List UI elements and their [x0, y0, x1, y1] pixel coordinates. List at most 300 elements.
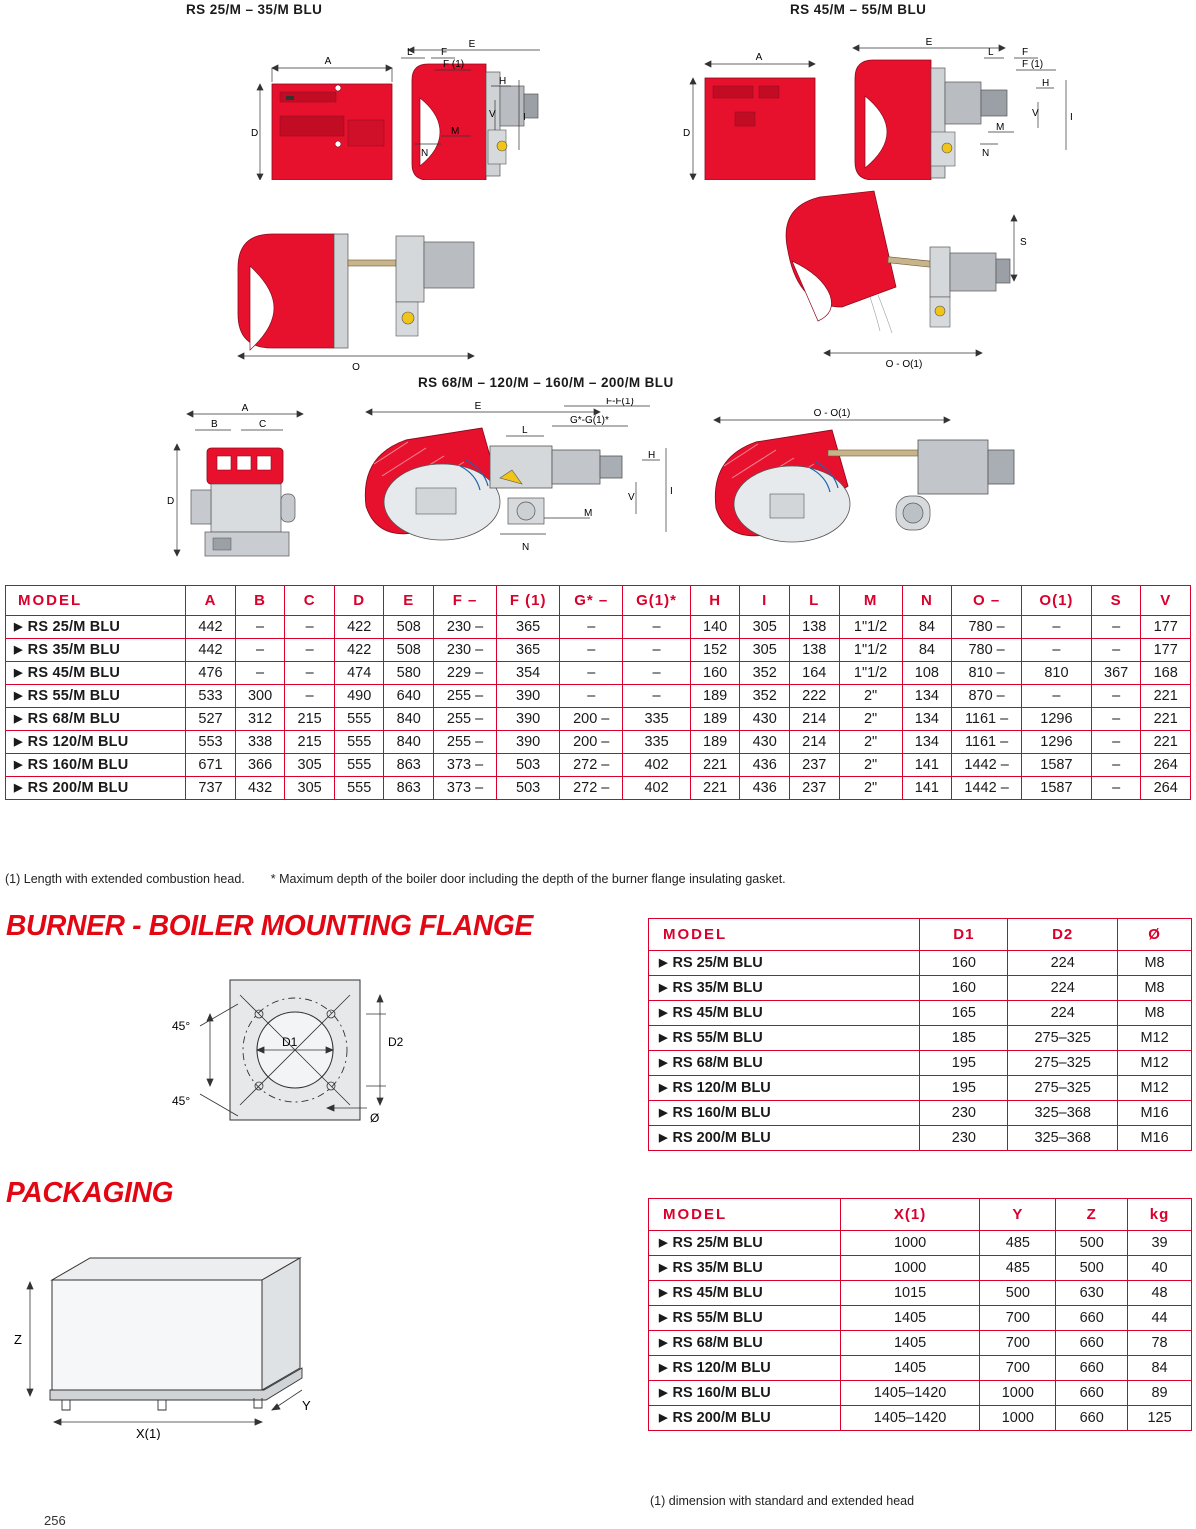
dimensions-value-cell: 840 [384, 731, 434, 754]
triangle-bullet-icon: ▶ [659, 1287, 668, 1299]
svg-text:F (1): F (1) [443, 59, 465, 70]
flange-d1-label: D1 [282, 1035, 298, 1049]
col-b: B [235, 586, 285, 616]
flange-col-dia: Ø [1118, 919, 1192, 951]
dimensions-value-cell: 490 [334, 685, 384, 708]
flange-value-cell: 325–368 [1008, 1126, 1118, 1151]
packaging-model-cell[interactable] [649, 1331, 841, 1356]
flange-value-cell: M8 [1118, 951, 1192, 976]
dimensions-value-cell: – [1091, 639, 1141, 662]
packaging-value-cell: 1405–1420 [840, 1381, 980, 1406]
dimensions-value-cell: 402 [623, 754, 691, 777]
dimensions-value-cell: 305 [285, 777, 335, 800]
flange-col-model: MODEL [649, 919, 920, 951]
dimensions-value-cell: 221 [690, 777, 740, 800]
dimensions-value-cell: 640 [384, 685, 434, 708]
flange-model-cell[interactable] [649, 951, 920, 976]
model-label: RS 55/M BLU [672, 1030, 763, 1046]
dimensions-value-cell: 436 [740, 777, 790, 800]
dimensions-model-cell[interactable] [6, 685, 186, 708]
dimensions-value-cell: 476 [186, 662, 236, 685]
dimensions-value-cell: 221 [1141, 731, 1191, 754]
packaging-z-label: Z [14, 1332, 22, 1347]
model-label: RS 45/M BLU [672, 1285, 763, 1301]
dimensions-value-cell: 2" [839, 754, 902, 777]
packaging-model-cell[interactable] [649, 1406, 841, 1431]
dimensions-value-cell: 134 [902, 731, 952, 754]
dimensions-value-cell: 474 [334, 662, 384, 685]
svg-text:F: F [1022, 47, 1029, 58]
flange-angle-bottom-label: 45° [172, 1094, 191, 1108]
model-label: RS 35/M BLU [672, 1260, 763, 1276]
dimensions-value-cell: 152 [690, 639, 740, 662]
dimensions-value-cell: 780 – [952, 639, 1022, 662]
dimensions-value-cell: 160 [690, 662, 740, 685]
packaging-col-model: MODEL [649, 1199, 841, 1231]
dimensions-value-cell: 402 [623, 777, 691, 800]
dimensions-value-cell: 737 [186, 777, 236, 800]
dimensions-value-cell: – [623, 685, 691, 708]
packaging-value-cell: 660 [1056, 1406, 1128, 1431]
dimensions-value-cell: 365 [497, 616, 560, 639]
model-label: RS 200/M BLU [672, 1130, 771, 1146]
flange-model-cell[interactable] [649, 1076, 920, 1101]
model-label: RS 120/M BLU [672, 1080, 771, 1096]
flange-model-cell[interactable] [649, 976, 920, 1001]
dimensions-value-cell: – [1022, 616, 1092, 639]
packaging-value-cell: 48 [1128, 1281, 1192, 1306]
dimensions-value-cell: 140 [690, 616, 740, 639]
drawing-rs25-35-top-view [230, 190, 550, 375]
dimensions-value-cell: – [1022, 685, 1092, 708]
dimensions-value-cell: – [623, 639, 691, 662]
flange-value-cell: M8 [1118, 1001, 1192, 1026]
dimensions-value-cell: 1"1/2 [839, 616, 902, 639]
dimensions-value-cell: 134 [902, 708, 952, 731]
svg-text:V: V [489, 109, 496, 120]
svg-text:L: L [522, 425, 528, 436]
svg-text:O - O(1): O - O(1) [885, 359, 923, 370]
flange-dia-label: Ø [370, 1111, 380, 1125]
flange-value-cell: M12 [1118, 1051, 1192, 1076]
dimensions-model-cell[interactable] [6, 708, 186, 731]
packaging-value-cell: 125 [1128, 1406, 1192, 1431]
dimensions-value-cell: 177 [1141, 616, 1191, 639]
svg-text:I: I [523, 112, 526, 123]
svg-text:E: E [468, 39, 476, 50]
flange-value-cell: 275–325 [1008, 1026, 1118, 1051]
flange-value-cell: 185 [920, 1026, 1008, 1051]
packaging-col-x: X(1) [840, 1199, 980, 1231]
svg-text:I: I [670, 486, 673, 497]
packaging-value-cell: 1000 [980, 1381, 1056, 1406]
packaging-model-cell[interactable] [649, 1356, 841, 1381]
packaging-value-cell: 485 [980, 1256, 1056, 1281]
dimensions-value-cell: 335 [623, 708, 691, 731]
model-label: RS 200/M BLU [27, 780, 129, 796]
col-g: G* – [560, 586, 623, 616]
packaging-value-cell: 78 [1128, 1331, 1192, 1356]
model-label: RS 160/M BLU [672, 1385, 771, 1401]
dimensions-value-cell: 436 [740, 754, 790, 777]
svg-text:I: I [1070, 112, 1073, 123]
model-label: RS 120/M BLU [672, 1360, 771, 1376]
col-f1: F (1) [497, 586, 560, 616]
svg-text:A: A [755, 52, 763, 63]
packaging-model-cell[interactable] [649, 1256, 841, 1281]
table-row [649, 1306, 1192, 1331]
dimensions-value-cell: 108 [902, 662, 952, 685]
drawing-title-top-left: RS 25/M – 35/M BLU [186, 2, 323, 17]
col-e: E [384, 586, 434, 616]
dimensions-value-cell: 1161 – [952, 708, 1022, 731]
dimensions-value-cell: 840 [384, 708, 434, 731]
dimensions-value-cell: 422 [334, 616, 384, 639]
dimensions-value-cell: 1161 – [952, 731, 1022, 754]
dimensions-value-cell: 555 [334, 777, 384, 800]
packaging-value-cell: 1000 [840, 1256, 980, 1281]
dimensions-value-cell: – [235, 662, 285, 685]
flange-value-cell: 224 [1008, 1001, 1118, 1026]
flange-model-cell[interactable] [649, 1051, 920, 1076]
table-row [6, 731, 1191, 754]
packaging-table-header-row [649, 1199, 1192, 1231]
col-s: S [1091, 586, 1141, 616]
packaging-value-cell: 500 [1056, 1231, 1128, 1256]
dimensions-value-cell: 305 [740, 639, 790, 662]
dimensions-value-cell: 141 [902, 754, 952, 777]
dimensions-value-cell: 442 [186, 616, 236, 639]
packaging-value-cell: 660 [1056, 1306, 1128, 1331]
model-label: RS 25/M BLU [672, 955, 763, 971]
dimensions-value-cell: 365 [497, 639, 560, 662]
dimensions-value-cell: 214 [789, 731, 839, 754]
dimensions-value-cell: 264 [1141, 754, 1191, 777]
packaging-y-label: Y [302, 1398, 311, 1413]
triangle-bullet-icon: ▶ [659, 1057, 668, 1069]
dimensions-model-cell[interactable] [6, 754, 186, 777]
dimensions-value-cell: 1442 – [952, 754, 1022, 777]
triangle-bullet-icon: ▶ [659, 1387, 668, 1399]
dimensions-value-cell: 352 [740, 685, 790, 708]
packaging-model-cell[interactable] [649, 1381, 841, 1406]
table-row [649, 1126, 1192, 1151]
svg-text:M: M [584, 508, 593, 519]
drawing-rs68-200-top [700, 398, 1040, 578]
flange-value-cell: M16 [1118, 1101, 1192, 1126]
dimensions-value-cell: 221 [690, 754, 740, 777]
packaging-value-cell: 660 [1056, 1356, 1128, 1381]
packaging-col-z: Z [1056, 1199, 1128, 1231]
packaging-section-title: PACKAGING [6, 1177, 174, 1209]
dimensions-value-cell: 810 [1022, 662, 1092, 685]
model-label: RS 68/M BLU [672, 1055, 763, 1071]
table-row [649, 1331, 1192, 1356]
dimensions-value-cell: 870 – [952, 685, 1022, 708]
svg-text:M: M [451, 126, 460, 137]
dimensions-model-cell[interactable] [6, 616, 186, 639]
model-label: RS 160/M BLU [27, 757, 129, 773]
dimensions-value-cell: 2" [839, 731, 902, 754]
dimensions-value-cell: 367 [1091, 662, 1141, 685]
dimensions-value-cell: 1587 [1022, 777, 1092, 800]
dimensions-value-cell: 352 [740, 662, 790, 685]
dimensions-value-cell: 215 [285, 708, 335, 731]
dimensions-model-cell[interactable] [6, 731, 186, 754]
dimensions-value-cell: 214 [789, 708, 839, 731]
dimensions-value-cell: 555 [334, 708, 384, 731]
dimensions-model-cell[interactable] [6, 662, 186, 685]
dimensions-value-cell: – [285, 639, 335, 662]
dimensions-value-cell: 222 [789, 685, 839, 708]
packaging-table [648, 1198, 1192, 1431]
dimensions-value-cell: 555 [334, 754, 384, 777]
svg-text:H: H [499, 76, 507, 87]
footnote-2: * Maximum depth of the boiler door including the depth of the burner flange insulating gasket. [270, 872, 786, 886]
dimensions-value-cell: 390 [497, 685, 560, 708]
model-label: RS 68/M BLU [27, 711, 121, 727]
dimensions-value-cell: 430 [740, 731, 790, 754]
table-row [649, 1381, 1192, 1406]
triangle-bullet-icon: ▶ [659, 1262, 668, 1274]
dimensions-value-cell: 810 – [952, 662, 1022, 685]
packaging-col-kg: kg [1128, 1199, 1192, 1231]
dimensions-value-cell: 508 [384, 616, 434, 639]
table-row [649, 1001, 1192, 1026]
dimensions-value-cell: – [1022, 639, 1092, 662]
flange-model-cell[interactable] [649, 1026, 920, 1051]
model-label: RS 45/M BLU [27, 665, 121, 681]
table-row [6, 754, 1191, 777]
packaging-model-cell[interactable] [649, 1306, 841, 1331]
packaging-value-cell: 700 [980, 1306, 1056, 1331]
dimensions-value-cell: 1587 [1022, 754, 1092, 777]
triangle-bullet-icon: ▶ [659, 1312, 668, 1324]
dimensions-value-cell: 221 [1141, 685, 1191, 708]
table-header-row [6, 586, 1191, 616]
flange-value-cell: M12 [1118, 1076, 1192, 1101]
packaging-value-cell: 1405 [840, 1306, 980, 1331]
triangle-bullet-icon: ▶ [659, 982, 668, 994]
packaging-value-cell: 500 [980, 1281, 1056, 1306]
svg-text:D: D [167, 496, 175, 507]
table-row [649, 951, 1192, 976]
packaging-value-cell: 89 [1128, 1381, 1192, 1406]
dimensions-table [5, 585, 1191, 800]
dimensions-value-cell: 580 [384, 662, 434, 685]
dimensions-value-cell: 430 [740, 708, 790, 731]
dimensions-value-cell: 671 [186, 754, 236, 777]
model-label: RS 68/M BLU [672, 1335, 763, 1351]
col-model: MODEL [6, 586, 186, 616]
packaging-model-cell[interactable] [649, 1281, 841, 1306]
dimensions-value-cell: – [285, 616, 335, 639]
footnote-1: (1) Length with extended combustion head. [5, 872, 245, 886]
dimensions-value-cell: 164 [789, 662, 839, 685]
dimensions-value-cell: 134 [902, 685, 952, 708]
dimensions-value-cell: 863 [384, 754, 434, 777]
packaging-value-cell: 1405 [840, 1331, 980, 1356]
table-row [649, 1051, 1192, 1076]
dimensions-value-cell: – [623, 616, 691, 639]
col-g1: G(1)* [623, 586, 691, 616]
dimensions-value-cell: 138 [789, 639, 839, 662]
svg-text:O: O [352, 362, 360, 370]
dimensions-value-cell: 335 [623, 731, 691, 754]
dimensions-value-cell: 508 [384, 639, 434, 662]
dimensions-value-cell: – [1091, 754, 1141, 777]
dimensions-value-cell: 555 [334, 731, 384, 754]
packaging-model-cell[interactable] [649, 1231, 841, 1256]
flange-value-cell: 230 [920, 1126, 1008, 1151]
flange-model-cell[interactable] [649, 1101, 920, 1126]
triangle-bullet-icon: ▶ [659, 1032, 668, 1044]
flange-value-cell: 224 [1008, 951, 1118, 976]
col-c: C [285, 586, 335, 616]
dimensions-value-cell: 2" [839, 685, 902, 708]
dimensions-value-cell: 2" [839, 777, 902, 800]
dimensions-value-cell: 1296 [1022, 731, 1092, 754]
triangle-bullet-icon: ▶ [659, 1007, 668, 1019]
model-label: RS 25/M BLU [672, 1235, 763, 1251]
dimensions-value-cell: 237 [789, 754, 839, 777]
svg-text:V: V [628, 492, 635, 503]
table-row [649, 1076, 1192, 1101]
svg-text:H: H [1042, 78, 1050, 89]
col-v: V [1141, 586, 1191, 616]
dimensions-value-cell: 189 [690, 708, 740, 731]
dimensions-value-cell: 1"1/2 [839, 662, 902, 685]
dimensions-value-cell: – [1091, 777, 1141, 800]
flange-table-wrap [648, 918, 1192, 1151]
dimensions-value-cell: 442 [186, 639, 236, 662]
packaging-table-wrap [648, 1198, 1192, 1431]
flange-col-d1: D1 [920, 919, 1008, 951]
svg-text:G*-G(1)*: G*-G(1)* [570, 415, 609, 426]
dimensions-value-cell: 255 – [434, 731, 497, 754]
triangle-bullet-icon: ▶ [659, 1237, 668, 1249]
flange-value-cell: 160 [920, 951, 1008, 976]
dimensions-value-cell: 390 [497, 731, 560, 754]
triangle-bullet-icon: ▶ [659, 1082, 668, 1094]
dimensions-value-cell: 141 [902, 777, 952, 800]
table-row [6, 616, 1191, 639]
dimensions-value-cell: 2" [839, 708, 902, 731]
svg-text:D: D [251, 128, 259, 139]
packaging-value-cell: 630 [1056, 1281, 1128, 1306]
flange-table [648, 918, 1192, 1151]
triangle-bullet-icon: ▶ [659, 1132, 668, 1144]
triangle-bullet-icon: ▶ [659, 1412, 668, 1424]
table-row [649, 976, 1192, 1001]
dimensions-value-cell: 432 [235, 777, 285, 800]
dimensions-value-cell: 863 [384, 777, 434, 800]
flange-value-cell: 275–325 [1008, 1076, 1118, 1101]
flange-model-cell[interactable] [649, 1126, 920, 1151]
table-row [6, 662, 1191, 685]
packaging-value-cell: 485 [980, 1231, 1056, 1256]
dimensions-value-cell: 503 [497, 754, 560, 777]
flange-value-cell: M12 [1118, 1026, 1192, 1051]
svg-text:V: V [1032, 108, 1039, 119]
dimensions-value-cell: – [285, 662, 335, 685]
dimensions-value-cell: – [560, 616, 623, 639]
packaging-value-cell: 39 [1128, 1231, 1192, 1256]
dimensions-value-cell: 527 [186, 708, 236, 731]
packaging-col-y: Y [980, 1199, 1056, 1231]
dimensions-value-cell: 255 – [434, 708, 497, 731]
svg-text:H: H [648, 450, 656, 461]
svg-text:M: M [996, 122, 1005, 133]
packaging-value-cell: 1405–1420 [840, 1406, 980, 1431]
packaging-value-cell: 700 [980, 1356, 1056, 1381]
dimensions-value-cell: – [1091, 708, 1141, 731]
svg-text:F (1): F (1) [1022, 59, 1044, 70]
triangle-bullet-icon: ▶ [659, 1107, 668, 1119]
triangle-bullet-icon: ▶ [14, 736, 23, 748]
dimensions-model-cell[interactable] [6, 639, 186, 662]
flange-value-cell: 275–325 [1008, 1051, 1118, 1076]
dimensions-value-cell: 272 – [560, 754, 623, 777]
dimensions-value-cell: 84 [902, 639, 952, 662]
dimensions-value-cell: – [560, 639, 623, 662]
triangle-bullet-icon: ▶ [14, 690, 23, 702]
packaging-value-cell: 1000 [980, 1406, 1056, 1431]
dimensions-value-cell: 305 [740, 616, 790, 639]
flange-angle-top-label: 45° [172, 1019, 191, 1033]
svg-text:O - O(1): O - O(1) [813, 408, 851, 419]
flange-model-cell[interactable] [649, 1001, 920, 1026]
col-i: I [740, 586, 790, 616]
model-label: RS 35/M BLU [27, 642, 121, 658]
dimensions-value-cell: – [1091, 616, 1141, 639]
dimensions-value-cell: 338 [235, 731, 285, 754]
svg-text:C: C [259, 419, 267, 430]
triangle-bullet-icon: ▶ [14, 667, 23, 679]
dimensions-value-cell: – [285, 685, 335, 708]
dimensions-value-cell: 230 – [434, 639, 497, 662]
dimensions-value-cell: 373 – [434, 777, 497, 800]
dimensions-value-cell: – [623, 662, 691, 685]
dimensions-model-cell[interactable] [6, 777, 186, 800]
dimensions-value-cell: 300 [235, 685, 285, 708]
table-row [649, 1406, 1192, 1431]
flange-section-title: BURNER - BOILER MOUNTING FLANGE [6, 910, 533, 942]
col-a: A [186, 586, 236, 616]
dimensions-value-cell: 366 [235, 754, 285, 777]
dimensions-value-cell: 264 [1141, 777, 1191, 800]
model-label: RS 25/M BLU [27, 619, 121, 635]
dimensions-value-cell: 215 [285, 731, 335, 754]
dimensions-value-cell: 305 [285, 754, 335, 777]
packaging-value-cell: 1405 [840, 1356, 980, 1381]
svg-text:S: S [1020, 237, 1027, 248]
flange-col-d2: D2 [1008, 919, 1118, 951]
flange-value-cell: 224 [1008, 976, 1118, 1001]
dimensions-value-cell: – [235, 639, 285, 662]
triangle-bullet-icon: ▶ [14, 621, 23, 633]
col-n: N [902, 586, 952, 616]
packaging-value-cell: 40 [1128, 1256, 1192, 1281]
col-h: H [690, 586, 740, 616]
col-f: F – [434, 586, 497, 616]
dimensions-value-cell: 272 – [560, 777, 623, 800]
model-label: RS 55/M BLU [27, 688, 121, 704]
drawing-title-top-right: RS 45/M – 55/M BLU [790, 2, 927, 17]
svg-text:E: E [925, 37, 933, 48]
svg-text:D: D [683, 128, 691, 139]
packaging-value-cell: 44 [1128, 1306, 1192, 1331]
